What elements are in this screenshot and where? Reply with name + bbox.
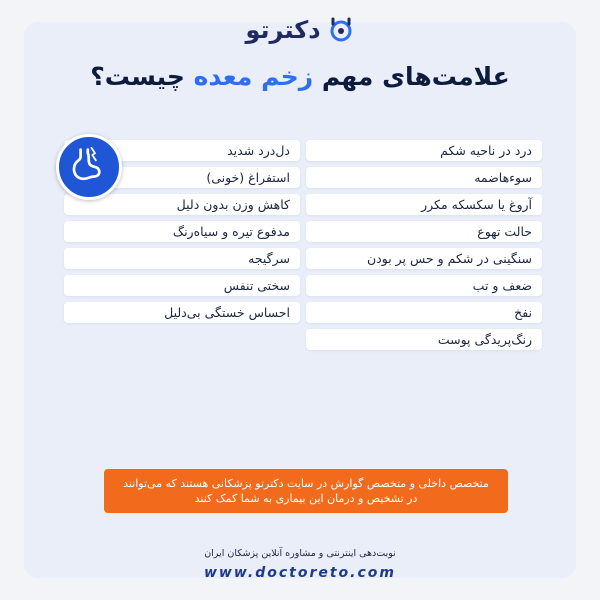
symptom-item: سوءهاضمه xyxy=(306,167,542,188)
title-part1: علامت‌های مهم xyxy=(313,62,510,91)
stethoscope-icon xyxy=(327,15,355,45)
symptom-item: کاهش وزن بدون دلیل xyxy=(64,194,300,215)
symptom-item: درد در ناحیه شکم xyxy=(306,140,542,161)
symptoms-column-right xyxy=(306,140,542,356)
symptom-item: رنگ‌پریدگی پوست xyxy=(306,329,542,350)
specialists-banner[interactable] xyxy=(104,469,508,513)
brand-logo-text: دکترتو xyxy=(245,16,321,44)
symptom-item: حالت تهوع xyxy=(306,221,542,242)
footer-url-link[interactable]: www.doctoreto.com xyxy=(203,565,396,581)
page-title xyxy=(0,62,600,91)
title-highlight: زخم معده xyxy=(193,62,314,91)
symptom-item: احساس خستگی بی‌دلیل xyxy=(64,302,300,323)
banner-line-2: در تشخیص و درمان این بیماری به شما کمک کنند xyxy=(194,492,418,505)
banner-line-1: متخصص داخلی و متخصص گوارش در سایت دکترتو پزشکانی هستند که می‌توانند xyxy=(123,477,489,490)
brand-logo[interactable] xyxy=(0,8,600,52)
symptom-item: آروغ یا سکسکه مکرر xyxy=(306,194,542,215)
footer-tagline: نوبت‌دهی اینترنتی و مشاوره آنلاین پزشکان ایران xyxy=(204,548,396,559)
symptom-item: دل‌درد شدید xyxy=(64,140,300,161)
symptom-item: نفخ xyxy=(306,302,542,323)
symptom-item: سنگینی در شکم و حس پر بودن xyxy=(306,248,542,269)
symptom-item: استفراغ (خونی) xyxy=(64,167,300,188)
symptom-item: سرگیجه xyxy=(64,248,300,269)
symptom-item: سختی تنفس xyxy=(64,275,300,296)
symptom-item: مدفوع تیره و سیاه‌رنگ xyxy=(64,221,300,242)
title-part2: چیست؟ xyxy=(90,62,194,91)
stomach-icon xyxy=(59,137,113,191)
symptom-item: ضعف و تب xyxy=(306,275,542,296)
stomach-badge xyxy=(56,134,122,200)
